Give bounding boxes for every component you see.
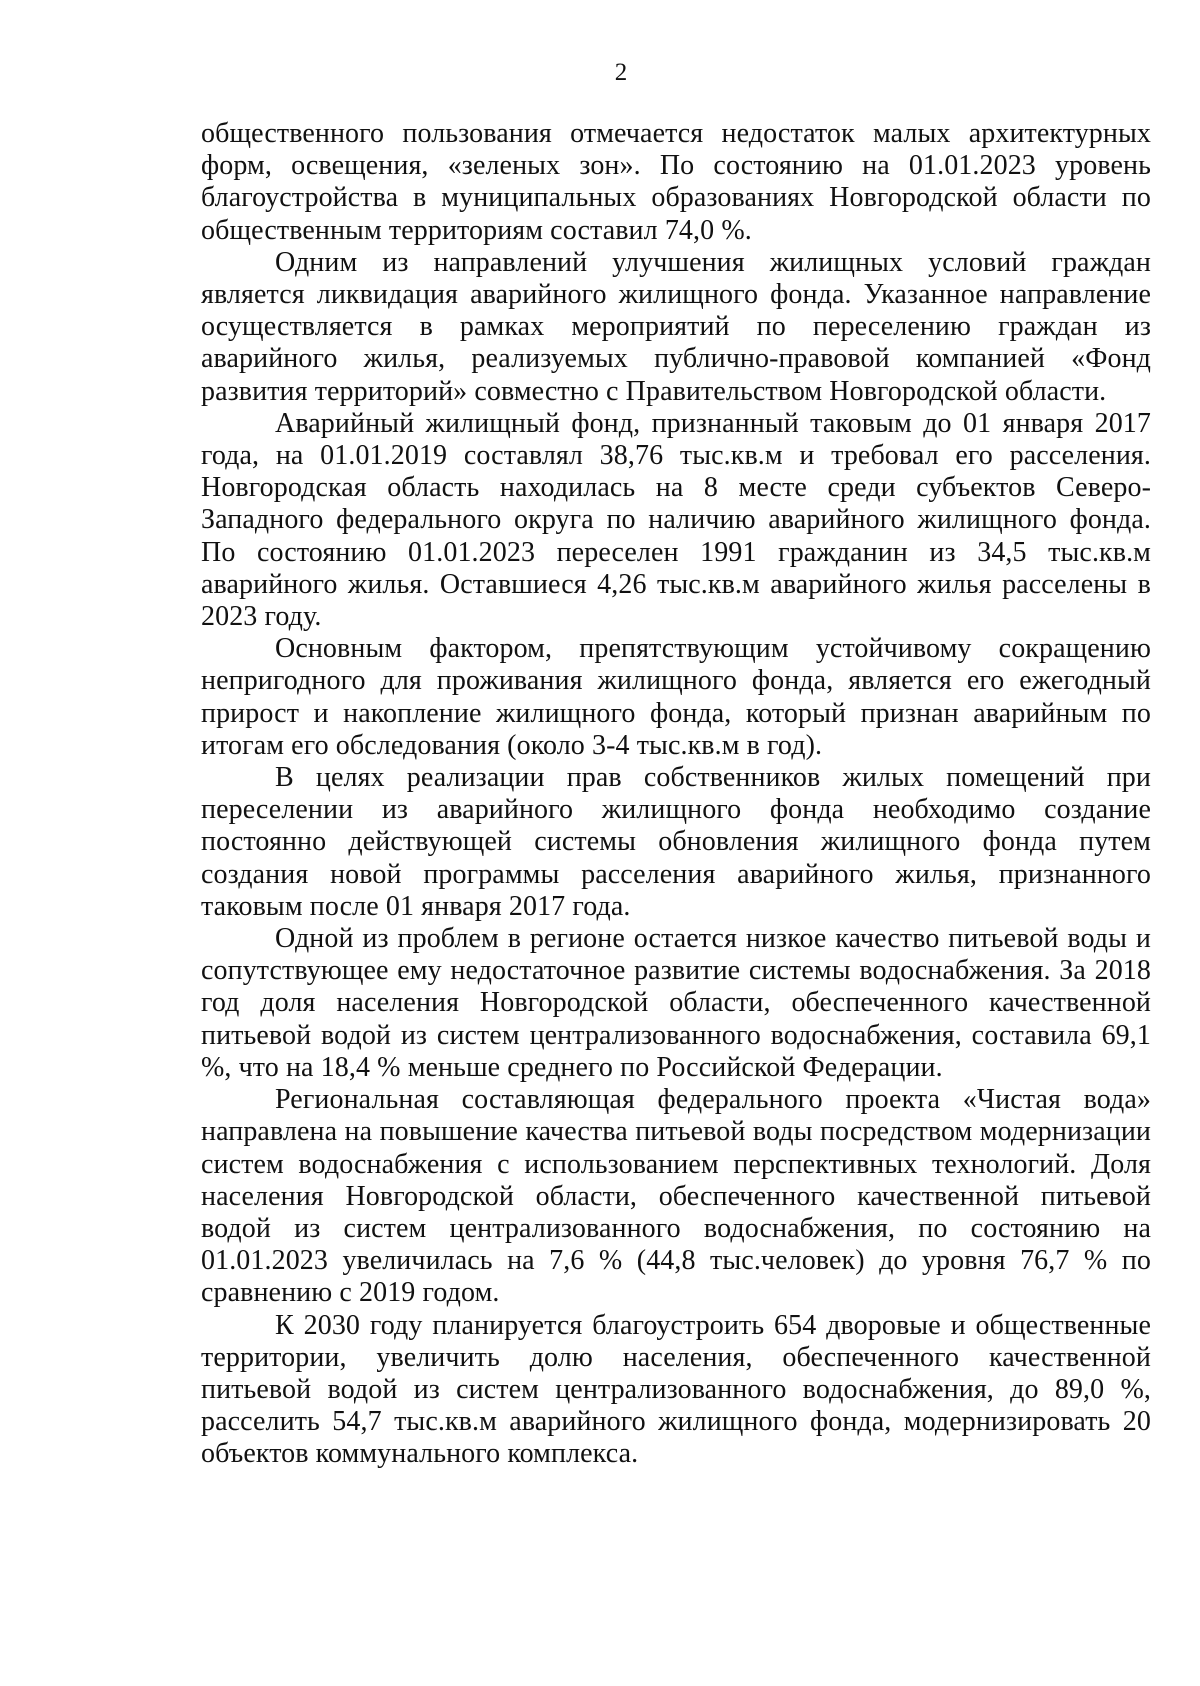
paragraph-clean-water-project: Региональная составляющая федерального проекта «Чистая вода» направлена на повышение качества питьевой воды посредством модернизации систем водоснабжения с использованием перспективных технологий. Доля населения Новгородской области, обеспеченного качественной питьевой водой из систем централизованного водоснабжения, по состоянию на 01.01.2023 увеличилась на 7,6 % (44,8 тыс.человек) до уровня 76,7 % по сравнению с 2019 годом. <box>201 1084 1151 1309</box>
paragraph-housing-growth-factor: Основным фактором, препятствующим устойчивому сокращению непригодного для проживания жилищного фонда, является его ежегодный прирост и накопление жилищного фонда, который признан аварийным по итогам его обследования (около 3-4 тыс.кв.м в год). <box>201 633 1151 761</box>
paragraph-emergency-housing-direction: Одним из направлений улучшения жилищных условий граждан является ликвидация аварийного жилищного фонда. Указанное направление осуществляется в рамках мероприятий по переселению граждан из аварийного жилья, реализуемых публично-правовой компанией «Фонд развития территорий» совместно с Правительством Новгородской области. <box>201 246 1151 407</box>
paragraph-drinking-water-problem: Одной из проблем в регионе остается низкое качество питьевой воды и сопутствующее ему недостаточное развитие системы водоснабжения. За 2018 год доля населения Новгородской области, обеспеченного качественной питьевой водой из систем централизованного водоснабжения, составила 69,1 %, что на 18,4 % меньше среднего по Российской Федерации. <box>201 923 1151 1083</box>
paragraph-resettlement-program: В целях реализации прав собственников жилых помещений при переселении из аварийного жилищного фонда необходимо создание постоянно действующей системы обновления жилищного фонда путем создания новой программы расселения аварийного жилья, признанного таковым после 01 января 2017 года. <box>201 762 1151 922</box>
document-body <box>201 118 1151 1471</box>
paragraph-public-spaces: общественного пользования отмечается недостаток малых архитектурных форм, освещения, «зеленых зон». По состоянию на 01.01.2023 уровень благоустройства в муниципальных образованиях Новгородской области по общественным территориям составил 74,0 %. <box>201 118 1151 246</box>
page-number: 2 <box>614 59 628 86</box>
paragraph-2030-targets: К 2030 году планируется благоустроить 654 дворовые и общественные территории, увеличить долю населения, обеспеченного качественной питьевой водой из систем централизованного водоснабжения, до 89,0 %, расселить 54,7 тыс.кв.м аварийного жилищного фонда, модернизировать 20 объектов коммунального комплекса. <box>201 1309 1151 1470</box>
paragraph-emergency-housing-stats: Аварийный жилищный фонд, признанный таковым до 01 января 2017 года, на 01.01.2019 составлял 38,76 тыс.кв.м и требовал его расселения. Новгородская область находилась на 8 месте среди субъектов Северо-Западного федерального округа по наличию аварийного жилищного фонда. По состоянию 01.01.2023 переселен 1991 гражданин из 34,5 тыс.кв.м аварийного жилья. Оставшиеся 4,26 тыс.кв.м аварийного жилья расселены в 2023 году. <box>201 407 1151 633</box>
